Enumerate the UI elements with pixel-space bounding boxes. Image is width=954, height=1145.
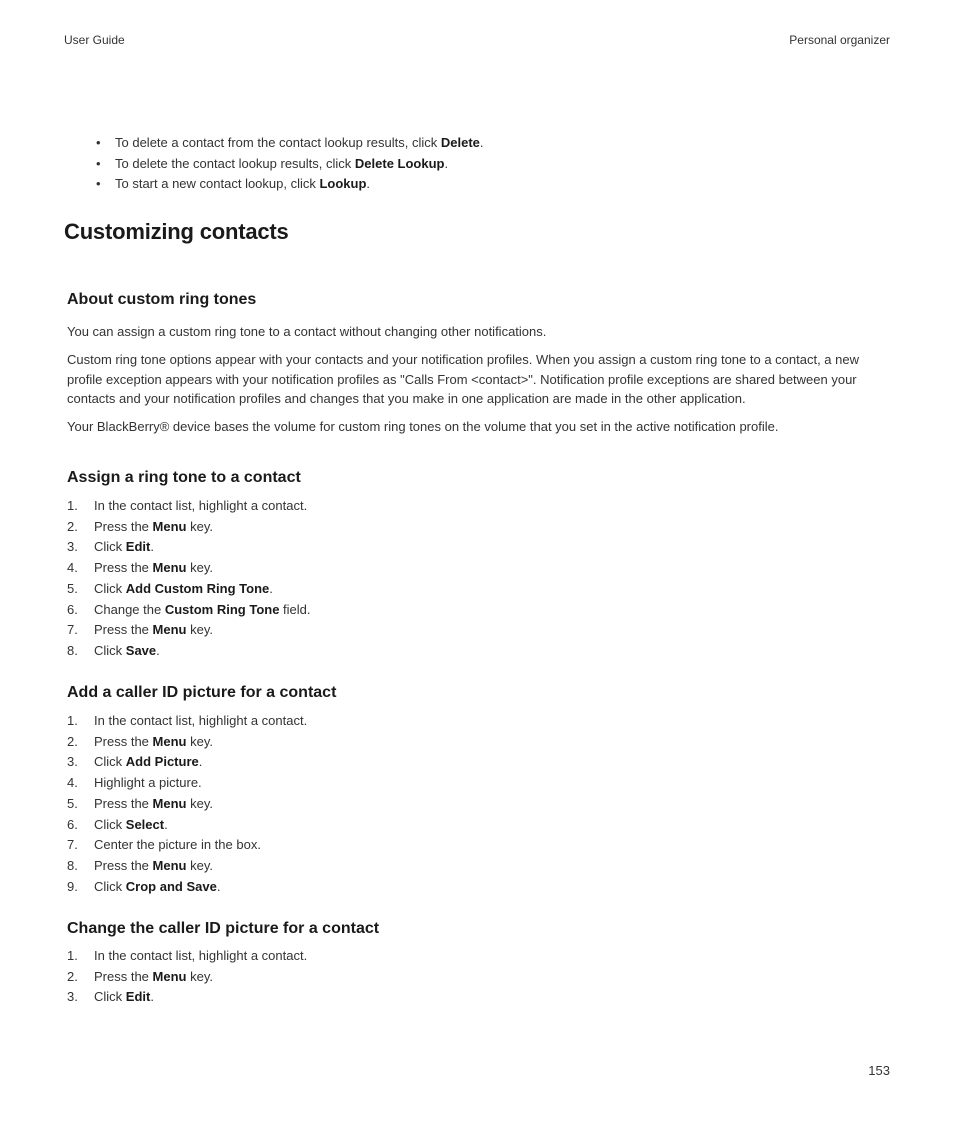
step-item: 2. Press the Menu key. <box>67 517 311 538</box>
step-number: 3. <box>67 754 78 770</box>
step-item: 9. Click Crop and Save. <box>67 877 307 898</box>
step-item: 6. Change the Custom Ring Tone field. <box>67 600 311 621</box>
section-heading-about: About custom ring tones <box>67 291 257 308</box>
bullet-item: • To start a new contact lookup, click Lookup. <box>96 174 484 195</box>
step-number: 6. <box>67 601 78 617</box>
running-header-right: Personal organizer <box>789 33 890 47</box>
running-header-left: User Guide <box>64 33 125 47</box>
page-title: Customizing contacts <box>64 219 289 244</box>
bullet-item: • To delete a contact from the contact lookup results, click Delete. <box>96 133 484 154</box>
step-number: 7. <box>67 622 78 638</box>
step-item: 3. Click Edit. <box>67 537 311 558</box>
step-item: 4. Press the Menu key. <box>67 558 311 579</box>
step-item: 6. Click Select. <box>67 815 307 836</box>
step-item: 7. Press the Menu key. <box>67 620 311 641</box>
about-paragraph-1: You can assign a custom ring tone to a contact without changing other notifications. <box>67 324 547 339</box>
about-paragraph-3: Your BlackBerry® device bases the volume for custom ring tones on the volume that you set in the active notification profile. <box>67 419 779 434</box>
step-item: 2. Press the Menu key. <box>67 732 307 753</box>
step-number: 1. <box>67 498 78 513</box>
step-number: 1. <box>67 713 78 728</box>
page-number: 153 <box>868 1063 890 1078</box>
about-paragraph-2: Custom ring tone options appear with your contacts and your notification profiles. When you assign a custom ring tone to a contact, a new profile exception appears with your notification profiles as "Calls From <contact>". Notification profile exceptions are shared between your contacts and your notification profiles and changes that you make in one application are made in the other application. <box>67 352 859 406</box>
step-number: 8. <box>67 857 78 873</box>
step-number: 5. <box>67 795 78 811</box>
step-item: 5. Click Add Custom Ring Tone. <box>67 579 311 600</box>
step-number: 1. <box>67 948 78 963</box>
step-number: 8. <box>67 642 78 658</box>
bullet-item: • To delete the contact lookup results, click Delete Lookup. <box>96 154 484 175</box>
step-item: 8. Click Save. <box>67 641 311 662</box>
step-number: 7. <box>67 837 78 853</box>
step-number: 3. <box>67 539 78 555</box>
assign-steps <box>67 496 311 662</box>
step-item: 3. Click Add Picture. <box>67 752 307 773</box>
step-item: 4. Highlight a picture. <box>67 773 307 794</box>
step-item: 5. Press the Menu key. <box>67 794 307 815</box>
step-number: 3. <box>67 989 78 1005</box>
step-number: 4. <box>67 775 78 791</box>
step-number: 4. <box>67 560 78 576</box>
step-item: 3. Click Edit. <box>67 987 307 1008</box>
section-heading-assign: Assign a ring tone to a contact <box>67 469 301 486</box>
step-item: 1. In the contact list, highlight a contact. <box>67 711 307 732</box>
step-item: 7. Center the picture in the box. <box>67 835 307 856</box>
step-number: 9. <box>67 878 78 894</box>
add-picture-steps <box>67 711 307 897</box>
step-number: 2. <box>67 733 78 749</box>
step-item: 1. In the contact list, highlight a contact. <box>67 496 311 517</box>
step-item: 1. In the contact list, highlight a contact. <box>67 946 307 967</box>
step-number: 6. <box>67 816 78 832</box>
section-heading-change-picture: Change the caller ID picture for a contact <box>67 920 380 937</box>
step-number: 2. <box>67 518 78 534</box>
lookup-bullet-list <box>96 133 484 195</box>
step-item: 8. Press the Menu key. <box>67 856 307 877</box>
step-number: 2. <box>67 968 78 984</box>
step-number: 5. <box>67 580 78 596</box>
step-item: 2. Press the Menu key. <box>67 967 307 988</box>
section-heading-add-picture: Add a caller ID picture for a contact <box>67 684 337 701</box>
change-picture-steps <box>67 946 307 1008</box>
